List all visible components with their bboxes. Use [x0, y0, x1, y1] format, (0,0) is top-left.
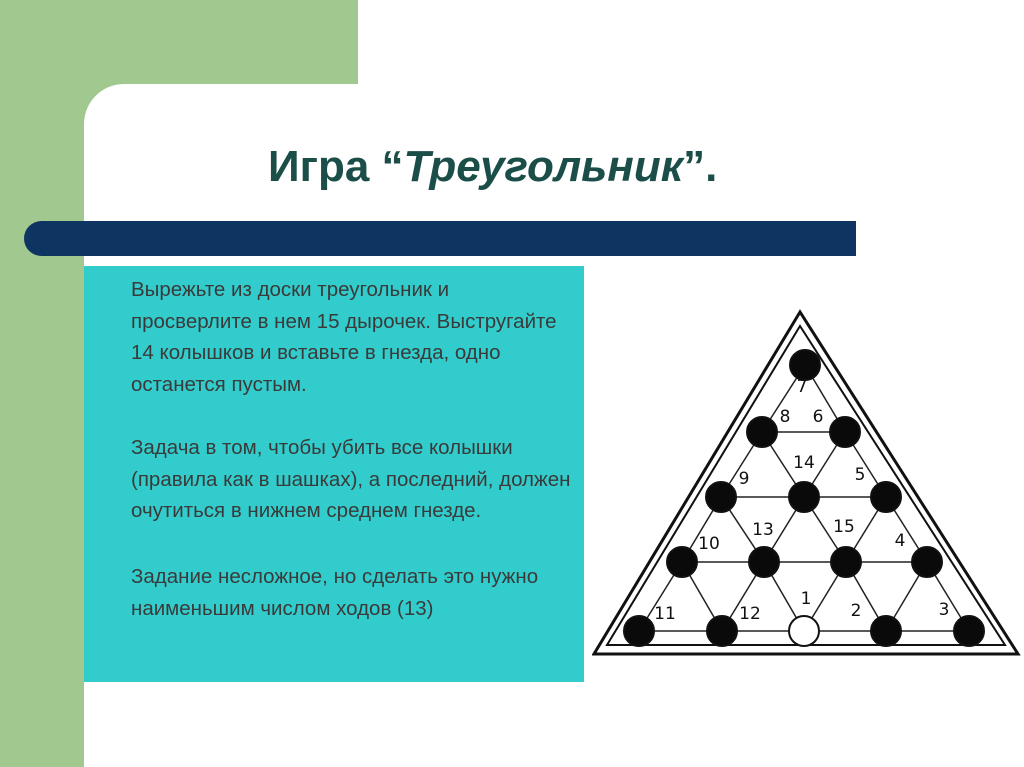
hole-label: 6 [812, 407, 824, 427]
hole-label: 7 [796, 377, 808, 397]
peg [624, 616, 654, 646]
peg [830, 417, 860, 447]
peg [871, 616, 901, 646]
hole-label: 11 [654, 604, 676, 624]
title-prefix: Игра “ [268, 142, 404, 191]
hole-label: 15 [833, 517, 855, 537]
slide-title [268, 142, 717, 192]
peg [790, 350, 820, 380]
peg [706, 482, 736, 512]
peg [912, 547, 942, 577]
paragraph-hint: Задание несложное, но сделать это нужно наименьшим числом ходов (13) [131, 565, 539, 620]
triangle-game-diagram [592, 302, 1024, 662]
peg [667, 547, 697, 577]
title-suffix: ”. [683, 142, 718, 191]
peg [831, 547, 861, 577]
empty-hole [789, 616, 819, 646]
hole-label: 9 [738, 469, 750, 489]
paragraph-task: Задача в том, чтобы убить все колышки (правила как в шашках), а последний, должен очутиться в нижнем среднем гнезде. [131, 436, 571, 522]
hole-label: 2 [850, 601, 862, 621]
peg [749, 547, 779, 577]
title-underline-bar [24, 221, 856, 256]
triangle-board [592, 302, 1024, 662]
hole-label: 5 [854, 465, 866, 485]
hole-label: 14 [793, 453, 815, 473]
peg [954, 616, 984, 646]
hole-label: 4 [894, 531, 906, 551]
description-box [84, 266, 584, 682]
hole-label: 13 [752, 520, 774, 540]
paragraph-instructions: Вырежьте из доски треугольник и просверлите в нем 15 дырочек. Выстругайте 14 колышков и вставьте в гнезда, одно останется пустым. [131, 278, 557, 396]
peg [707, 616, 737, 646]
hole-label: 1 [800, 589, 812, 609]
title-emphasis: Треугольник [403, 142, 684, 191]
hole-label: 10 [698, 534, 720, 554]
hole-label: 12 [739, 604, 761, 624]
hole-label: 3 [938, 600, 950, 620]
peg [871, 482, 901, 512]
peg [789, 482, 819, 512]
peg [747, 417, 777, 447]
hole-label: 8 [779, 407, 791, 427]
